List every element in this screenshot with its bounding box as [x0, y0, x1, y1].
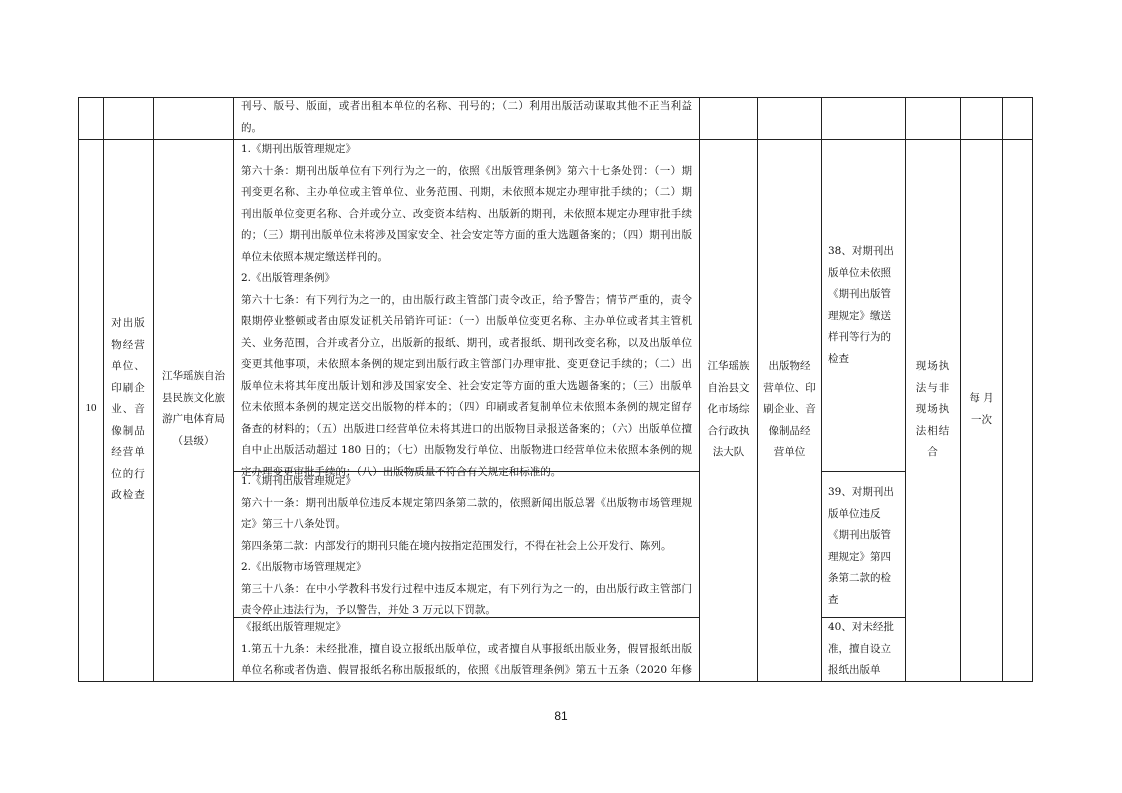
method-cell: [905, 356, 961, 464]
check-item-40: [828, 617, 900, 682]
text-line: 40、对未经批: [828, 621, 894, 633]
text-line: 理规定》缴送: [828, 309, 891, 322]
text-line: 查: [828, 593, 839, 606]
text-line: （县级）: [172, 434, 215, 447]
text-line: 化市场综: [707, 403, 750, 415]
check-divider-1: [821, 471, 905, 472]
text-line: 责令停止违法行为，予以警告，并处 3 万元以下罚款。: [241, 604, 496, 616]
text-line: 刊变更名称、主办单位或主管单位、业务范围、刊期，未依照本规定办理审批手续的；（二）期: [241, 186, 692, 198]
text-line: 2.《出版管理条例》: [241, 272, 336, 284]
text-line: 营单位、印: [763, 381, 816, 394]
text-line: 第六十七条：有下列行为之一的，由出版行政主管部门责令改正，给予警告；情节严重的，责令: [241, 293, 692, 306]
text-line: 政检查: [111, 489, 146, 501]
text-line: 出版物经: [768, 360, 811, 372]
check-item-39: [828, 482, 900, 611]
text-line: 限期停业整顿或者由原发证机关吊销许可证：（一）出版单位变更名称、主办单位或者其主管机: [241, 315, 692, 327]
frequency-cell: [960, 388, 1003, 431]
text-line: 每 月: [969, 392, 994, 404]
text-line: 《期刊出版管: [828, 288, 891, 300]
text-line: 条第二款的检: [828, 572, 891, 584]
text-line: 样刊等行为的: [828, 331, 891, 343]
text-line: 理规定》第四: [828, 550, 891, 563]
text-line: 现场执: [915, 403, 951, 415]
text-line: 关、业务范围，合并或者分立，出版新的报纸、期刊，或者报纸、期刊改变名称，以及出版单位: [241, 336, 692, 349]
text-line: 单位、: [111, 360, 146, 372]
item-name-cell: [103, 313, 154, 507]
text-line: 版单位违反: [828, 507, 881, 520]
text-line: 备查的材料的；（五）出版进口经营单位未将其进口的出版物目录报送备案的；（六）出版单位擅: [241, 422, 692, 435]
text-line: 位未依照本条例的规定送交出版物的样本的；（四）印刷或者复制单位未依照本条例的规定留存: [241, 401, 692, 413]
col-line-10: [1032, 97, 1033, 682]
text-line: 2.《出版物市场管理规定》: [241, 561, 367, 573]
col-line-0: [78, 97, 79, 682]
check-item-38: [828, 241, 900, 370]
text-line: 法大队: [712, 446, 745, 458]
text-line: 39、对期刊出: [828, 486, 894, 498]
top-row-basis-cell: [241, 96, 692, 139]
text-line: 的。: [241, 121, 262, 134]
text-line: 《报纸出版管理规定》: [241, 621, 346, 633]
subject-cell: [153, 366, 234, 452]
text-line: 38、对期刊出: [828, 245, 894, 257]
text-line: 1.《期刊出版管理规定》: [241, 143, 357, 155]
text-line: 第三十八条：在中小学教科书发行过程中违反本规定，有下列行为之一的，由出版行政主管部门: [241, 582, 692, 595]
text-line: 像制品: [111, 424, 146, 437]
text-line: 变更其他事项，未依照本条例的规定到出版行政主管部门办理审批、变更登记手续的；（二）出: [241, 358, 692, 370]
text-line: 江华瑶族: [707, 360, 750, 372]
text-line: 定》第三十八条处罚。: [241, 518, 346, 530]
text-line: 1.《期刊出版管理规定》: [241, 475, 357, 487]
text-line: 营单位: [773, 446, 806, 458]
text-line: 县民族文化旅: [162, 391, 225, 404]
text-line: 单位名称或者伪造、假冒报纸名称出版报纸的，依照《出版管理条例》第五十五条（2020 年修: [241, 664, 692, 676]
text-line: 对出版: [111, 317, 146, 329]
text-line: 版单位未将其年度出版计划和涉及国家安全、社会安定等方面的重大选题备案的；（三）出版单: [241, 379, 692, 392]
text-line: 版单位未依照: [828, 266, 891, 279]
text-line: 法相结: [915, 424, 951, 437]
text-line: 现场执: [915, 360, 951, 372]
text-line: 刷企业、音: [763, 403, 816, 415]
text-line: 游广电体育局: [162, 413, 225, 425]
text-line: 自治县文: [707, 381, 750, 394]
text-line: 检查: [828, 352, 849, 365]
text-line: 《期刊出版管: [828, 529, 891, 541]
object-cell: [757, 356, 822, 464]
basis-block-1: [241, 139, 692, 483]
basis-block-2: [241, 471, 692, 622]
text-line: 第四条第二款：内部发行的期刊只能在境内按指定范围发行，不得在社会上公开发行、陈列。: [241, 539, 672, 552]
text-line: 第六十条：期刊出版单位有下列行为之一的，依照《出版管理条例》第六十七条处罚：（一）期: [241, 164, 692, 177]
text-line: 业、音: [111, 403, 146, 415]
text-line: 自中止出版活动超过 180 日的；（七）出版物发行单位、出版物进口经营单位未依照本条例的规: [241, 444, 692, 456]
text-line: 印刷企: [111, 381, 146, 394]
text-line: 江华瑶族自治: [162, 370, 225, 382]
executor-cell: [699, 356, 758, 464]
text-line: 定办理变更审批手续的；（八）出版物质量不符合有关规定和标准的。: [241, 465, 562, 478]
text-line: 一次: [971, 413, 992, 426]
text-line: 位的行: [111, 467, 146, 480]
text-line: 单位未依照本规定缴送样刊的。: [241, 250, 388, 263]
row-number: 10: [85, 402, 97, 414]
basis-block-3: [241, 617, 692, 682]
text-line: 1.第五十九条：未经批准，擅自设立报纸出版单位，或者擅自从事报纸出版业务，假冒报纸出版: [241, 642, 692, 655]
page-number: 81: [554, 709, 568, 723]
row-number-cell: [78, 398, 104, 420]
text-line: 刊出版单位变更名称、合并或分立、改变资本结构、出版新的期刊，未依照本规定办理审批手续: [241, 207, 692, 220]
text-line: 物经营: [111, 338, 146, 351]
text-line: 像制品经: [768, 424, 811, 437]
text-line: 刊号、版号、版面，或者出租本单位的名称、刊号的；（二）利用出版活动谋取其他不正当利益: [241, 100, 692, 112]
text-line: 法与非: [915, 381, 951, 394]
text-line: 准，擅自设立: [828, 642, 891, 655]
text-line: 报纸出版单: [828, 664, 881, 676]
text-line: 的；（三）期刊出版单位未将涉及国家安全、社会安定等方面的重大选题备案的；（四）期刊出版: [241, 229, 692, 241]
text-line: 经营单: [111, 446, 146, 458]
text-line: 第六十一条：期刊出版单位违反本规定第四条第二款的，依照新闻出版总署《出版物市场管理规: [241, 496, 692, 509]
text-line: 合: [927, 446, 939, 458]
text-line: 合行政执: [707, 424, 750, 437]
